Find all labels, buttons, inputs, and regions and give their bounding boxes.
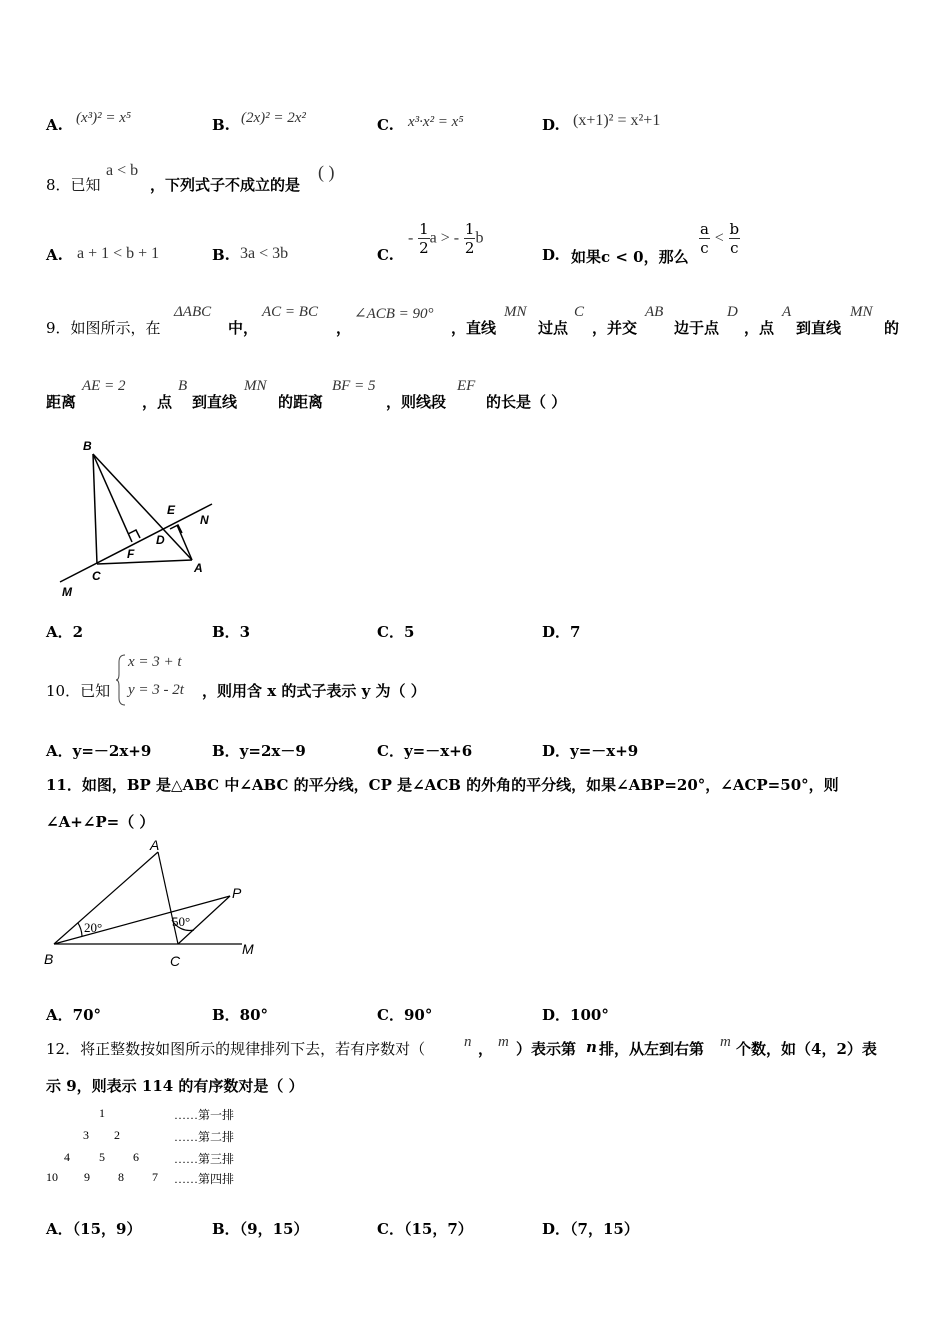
q12-r3-n1: 4 [64,1150,70,1164]
q12-option-b: B．（9，15） [212,1220,309,1238]
q9-option-d: D．7 [542,623,581,641]
q11-fig-angle-50: 50° [172,914,191,929]
q8-option-d-text: 如果c < 0，那么 [571,248,689,266]
q12-option-d: D．（7，15） [542,1220,639,1238]
q7-option-d-label: D. [542,116,560,134]
q12-r4-n2: 9 [84,1170,90,1184]
q8-c-sign: - [408,229,414,247]
q8-c-mid: a > - [429,229,460,247]
q9-t7: ，点 [744,319,775,337]
q9-eq-ac-bc: AC = BC [262,304,318,320]
q12-r1-label: ……第一排 [174,1108,235,1122]
q12-r3-label: ……第三排 [174,1152,235,1166]
q9-fig-label-n: N [200,513,209,527]
q9-l2-1: 距离 [46,393,77,411]
q9-fig-label-c: C [92,569,101,583]
q7-options [46,110,906,140]
q9-mn-2: MN [850,304,873,320]
q8-d-lt: < [714,229,724,247]
q12-r4-n3: 8 [118,1170,124,1184]
line-mn [60,504,212,582]
q10-option-d: D．y=－x+9 [542,742,639,760]
q11-fig-label-m: M [242,941,254,957]
q10-option-b: B．y=2x－9 [212,742,306,760]
q9-fig-label-b: B [83,439,92,453]
q10-brace [116,654,126,706]
q12-stem-line1 [46,1034,916,1060]
q11-option-a: A．70° [46,1006,102,1024]
q8-option-c-expr [408,220,483,257]
q12-l1c: ）表示第 [516,1040,577,1058]
q11-fig-label-c: C [170,953,181,969]
q9-triangle: ΔABC [174,304,212,320]
q12-l1a: 12．将正整数按如图所示的规律排列下去，若有序数对（ [46,1040,426,1058]
segment-bf [93,454,132,542]
q12-r3-n2: 5 [99,1150,105,1164]
segment-bc [93,454,97,564]
q8-option-a-expr: a + 1 < b + 1 [77,245,160,262]
q12-options [46,1218,906,1238]
q10-eq-y: y = 3 - 2t [128,682,184,698]
q12-m2: m [720,1034,731,1050]
q9-t4: 过点 [538,319,569,337]
q8-number: 8．已知 [46,176,101,194]
q9-fig-label-m: M [62,585,72,599]
q12-n: n [464,1034,472,1050]
q8-d-frac1-num: a [700,220,709,238]
q8-c-frac2-num: 1 [464,220,475,238]
q8-d-frac2 [729,220,741,257]
q11-fig-label-a: A [150,838,160,853]
q8-c-end: b [475,229,484,247]
q10-stem [46,652,646,710]
q9-t9: 的 [884,319,900,337]
q8-option-b-expr: 3a < 3b [240,245,289,262]
q9-fig-label-d: D [156,533,165,547]
q12-r2-n2: 2 [114,1128,120,1142]
q9-option-a: A．2 [46,623,84,641]
q12-m: m [498,1034,509,1050]
q11-option-b: B．80° [212,1006,269,1024]
q9-l2-3: 到直线 [192,393,238,411]
q9-options [46,621,906,641]
q9-l2-6: 的长是（ ） [486,393,567,411]
segment-ca [97,560,192,564]
q8-option-c-label: C. [377,246,394,264]
q12-n2: n [586,1038,597,1056]
q12-r2-n1: 3 [83,1128,89,1142]
q9-fig-label-f: F [127,547,135,561]
q9-figure [50,436,230,606]
q7-option-b-label: B. [212,116,230,134]
q9-l2-5: ，则线段 [386,393,447,411]
q9-angle-acb: ∠ACB = 90° [354,306,434,322]
q12-l1d: 排，从左到右第 [599,1040,705,1058]
q8-text: ，下列式子不成立的是 [150,176,301,194]
q7-option-a-expr: (x³)² = x⁵ [76,110,132,126]
q7-option-c-expr: x³·x² = x⁵ [408,114,464,130]
q11-stem-line2: ∠A+∠P=（ ） [46,813,155,831]
q8-c-frac1-num: 1 [419,220,429,238]
q12-r2-label: ……第二排 [174,1130,235,1144]
q8-options [46,220,906,268]
q12-r4-n4: 7 [152,1170,158,1184]
segment-ae [177,525,192,560]
q9-bf: BF = 5 [332,378,376,394]
q9-point-d: D [727,304,738,320]
q10-eq-x: x = 3 + t [128,654,182,670]
q9-fig-label-a: A [194,561,203,575]
q9-t8: 到直线 [796,319,842,337]
q12-r1-n1: 1 [99,1106,105,1120]
q11-fig-angle-20: 20° [84,920,103,935]
q8-option-b-label: B. [212,246,230,264]
q9-ae: AE = 2 [82,378,126,394]
q8-c-frac1-den: 2 [419,239,429,257]
q11-figure [44,838,274,972]
q8-stem [46,162,446,194]
q12-r3-n3: 6 [133,1150,139,1164]
q8-c-frac1 [418,220,430,257]
q10-option-a: A．y=－2x+9 [46,742,152,760]
q8-option-d-expr [699,220,740,257]
q8-d-frac2-num: b [729,220,740,238]
q9-stem-line1 [46,304,916,340]
q9-point-a: A [782,304,792,320]
q12-number-triangle [46,1104,266,1188]
q11-option-d: D．100° [542,1006,609,1024]
q8-d-frac1 [699,220,710,257]
q12-r4-label: ……第四排 [174,1172,235,1186]
q11-option-c: C．90° [377,1006,433,1024]
q9-t6: 边于点 [674,319,720,337]
q7-option-c-label: C. [377,116,394,134]
q9-t2: ， [336,319,352,337]
q11-stem-line1: 11．如图，BP 是△ABC 中∠ABC 的平分线，CP 是∠ACB 的外角的平分线，如果∠ABP=20°，∠ACP=50°，则 [46,776,839,794]
q12-l1b: ， [478,1040,494,1058]
q9-point-b: B [178,378,188,394]
q7-option-b-expr: (2x)² = 2x² [241,110,306,126]
q12-option-c: C．（15，7） [377,1220,473,1238]
q9-t5: ，并交 [592,319,638,337]
q9-ef: EF [457,378,476,394]
q9-mn-3: MN [244,378,267,394]
q9-mn-1: MN [504,304,527,320]
segment-ba [93,454,192,560]
q7-option-a-label: A. [46,116,63,134]
segment-ac [158,852,178,944]
q9-ab: AB [645,304,664,320]
q9-number: 9．如图所示，在 [46,319,161,337]
q9-stem-line2 [46,378,916,414]
q9-l2-2: ，点 [142,393,173,411]
q8-d-frac1-den: c [700,239,709,257]
q10-options [46,740,906,760]
q8-d-frac2-den: c [730,239,739,257]
q10-number: 10．已知 [46,682,111,700]
q9-point-c: C [574,304,585,320]
q8-option-a-label: A. [46,246,63,264]
q7-option-d-expr: (x+1)² = x²+1 [573,112,661,129]
q8-c-frac2 [464,220,476,257]
q8-condition: a < b [106,162,139,179]
q9-fig-label-e: E [167,503,176,517]
q11-fig-label-b: B [44,951,54,967]
q9-option-c: C．5 [377,623,415,641]
q12-l1e: 个数，如（4，2）表 [736,1040,877,1058]
q9-t1: 中， [228,319,259,337]
q9-option-b: B．3 [212,623,251,641]
q10-option-c: C．y=－x+6 [377,742,473,760]
q9-t3: ，直线 [451,319,497,337]
q11-options [46,1004,906,1024]
q8-option-d-label: D. [542,246,560,264]
q8-answer-paren: ( ) [318,162,335,182]
q12-option-a: A．（15，9） [46,1220,142,1238]
q11-fig-label-p: P [232,885,242,901]
q8-c-frac2-den: 2 [464,239,475,257]
arc-20 [78,923,82,936]
q9-l2-4: 的距离 [278,393,324,411]
q10-text: ，则用含 x 的式子表示 y 为（ ） [202,682,426,700]
q12-r4-n1: 10 [46,1170,58,1184]
q12-stem-line2: 示 9，则表示 114 的有序数对是（ ） [46,1077,304,1095]
